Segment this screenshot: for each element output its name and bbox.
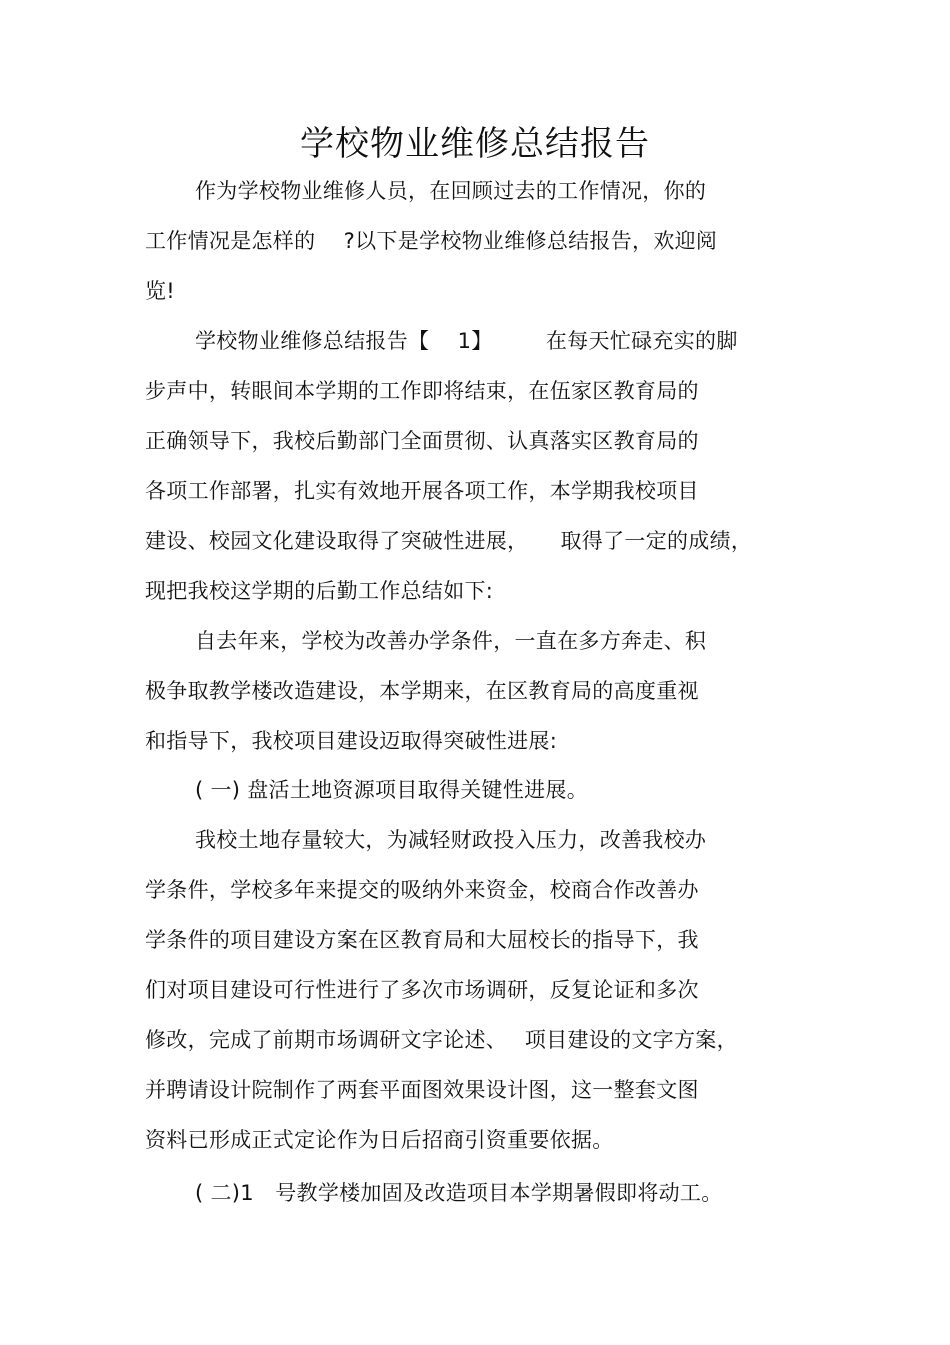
section-heading: ( 一) 盘活土地资源项目取得关键性进展。 [195, 778, 589, 802]
document-title: 学校物业维修总结报告 [300, 124, 650, 164]
paragraph-line: 极争取教学楼改造建设，本学期来，在区教育局的高度重视 [145, 679, 699, 703]
paragraph-line: 工作情况是怎样的 ?以下是学校物业维修总结报告，欢迎阅 [145, 229, 718, 253]
paragraph-line: 步声中，转眼间本学期的工作即将结束，在伍家区教育局的 [145, 379, 699, 403]
paragraph-line: 自去年来，学校为改善办学条件，一直在多方奔走、积 [195, 629, 707, 653]
paragraph-line: 各项工作部署，扎实有效地开展各项工作，本学期我校项目 [145, 479, 699, 503]
paragraph-line: 和指导下，我校项目建设迈取得突破性进展: [145, 729, 558, 753]
paragraph-line: 资料已形成正式定论作为日后招商引资重要依据。 [145, 1128, 614, 1152]
paragraph-line: 我校土地存量较大，为减轻财政投入压力，改善我校办 [195, 828, 707, 852]
paragraph-line: 们对项目建设可行性进行了多次市场调研，反复论证和多次 [145, 978, 699, 1002]
paragraph-line: 建设、校园文化建设取得了突破性进展， 取得了一定的成绩， [145, 529, 753, 553]
paragraph-line: 学条件，学校多年来提交的吸纳外来资金，校商合作改善办 [145, 878, 699, 902]
paragraph-line: 正确领导下，我校后勤部门全面贯彻、认真落实区教育局的 [145, 429, 699, 453]
paragraph-line: 现把我校这学期的后勤工作总结如下: [145, 579, 494, 603]
section-heading: ( 二)1 号教学楼加固及改造项目本学期暑假即将动工。 [195, 1181, 723, 1205]
paragraph-line: 学校物业维修总结报告【 1】 在每天忙碌充实的脚 [195, 329, 738, 353]
paragraph-line: 览! [145, 279, 176, 303]
paragraph-line: 修改，完成了前期市场调研文字论述、 项目建设的文字方案， [145, 1028, 738, 1052]
paragraph-line: 并聘请设计院制作了两套平面图效果设计图，这一整套文图 [145, 1078, 699, 1102]
paragraph-line: 作为学校物业维修人员，在回顾过去的工作情况，你的 [195, 179, 707, 203]
paragraph-line: 学条件的项目建设方案在区教育局和大屈校长的指导下，我 [145, 928, 699, 952]
